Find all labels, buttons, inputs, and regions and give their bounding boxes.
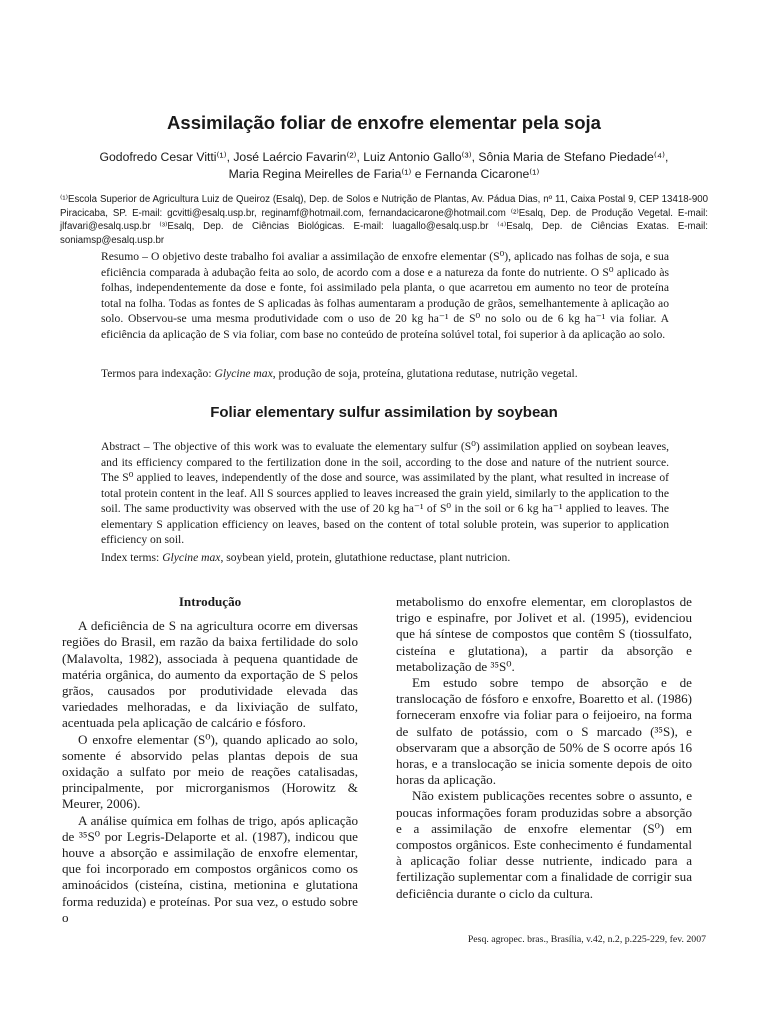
resumo-abstract: Resumo – O objetivo deste trabalho foi avaliar a assimilação de enxofre elementar (S⁰), aplicado nas folhas de soja, e sua eficiência comparada à adubação feita ao solo, de acordo com a dose e a natureza da fonte do nutriente. O S⁰ aplicado às folhas, independentemente da dose e fonte, foi assimilado pela planta, o que acarretou em aumento no teor de proteína total na folha. Todas as fontes de S aplicadas às folhas aumentaram a produção de grãos, semelhantemente à aplicação ao solo. Observou-se uma mesma produtividade com o uso de 20 kg ha⁻¹ de S⁰ no solo ou de 6 kg ha⁻¹ via foliar. A eficiência da aplicação de S via foliar, com base no conteúdo de proteína solúvel total, foi superior à da aplicação ao solo.: [101, 250, 669, 341]
index-rest: , soybean yield, protein, glutathione reductase, plant nutricion.: [220, 551, 511, 564]
termos-prefix: Termos para indexação:: [101, 367, 215, 380]
body-paragraph: Em estudo sobre tempo de absorção e de translocação de fósforo e enxofre, Boaretto et al. (1986) forneceram enxofre via foliar para o feijoeiro, na forma de sulfato de potássio, com o S marcado (³⁵S), e observaram que a absorção de 50% de S ocorre após 16 horas, e a translocação se inicia somente depois de oito horas da aplicação.: [396, 675, 692, 788]
affiliations: ⁽¹⁾Escola Superior de Agricultura Luiz de Queiroz (Esalq), Dep. de Solos e Nutrição de Plantas, Av. Pádua Dias, nº 11, Caixa Postal 9, CEP 13418-900 Piracicaba, SP. E-mail: gcvitti@esalq.usp.br, reginamf@hotmail.com, fernandacicarone@hotmail.com ⁽²⁾Esalq, Dep. de Produção Vegetal. E-mail: jlfavari@esalq.usp.br ⁽³⁾Esalq, Dep. de Ciências Biológicas. E-mail: luagallo@esalq.usp.br ⁽⁴⁾Esalq, Dep. de Ciências Exatas. E-mail: soniamsp@esalq.usp.br: [60, 194, 708, 246]
left-column: [62, 594, 358, 926]
index-prefix: Index terms:: [101, 551, 163, 564]
author-line-1: Godofredo Cesar Vitti⁽¹⁾, José Laércio Favarin⁽²⁾, Luiz Antonio Gallo⁽³⁾, Sônia Maria de Stefano Piedade⁽⁴⁾,: [99, 150, 669, 164]
body-paragraph: O enxofre elementar (S⁰), quando aplicado ao solo, somente é absorvido pelas plantas depois de sua oxidação a sulfato por meio de reações catalisadas, principalmente, por microrganismos (Horowitz & Meurer, 2006).: [62, 731, 358, 812]
body-paragraph: A deficiência de S na agricultura ocorre em diversas regiões do Brasil, em razão da baixa fertilidade do solo (Malavolta, 1982), associada à pequena quantidade de matéria orgânica, do aumento da exportação de S pelos grãos, causados por produtividade elevada das variedades melhoradas, e da lixiviação de sulfato, acentuada pela aplicação de calcário e fósforo.: [62, 618, 358, 731]
index-species: Glycine max: [162, 551, 221, 564]
body-paragraph: metabolismo do enxofre elementar, em cloroplastos de trigo e espinafre, por Jolivet et al. (1995), evidenciou que há síntese de compostos que contêm S (tiossulfato, cisteína e glutationa), a partir da absorção e metabolização de ³⁵S⁰.: [396, 594, 692, 674]
termos-species: Glycine max: [214, 367, 273, 380]
author-line-2: Maria Regina Meirelles de Faria⁽¹⁾ e Fernanda Cicarone⁽¹⁾: [228, 167, 540, 181]
body-paragraph: A análise química em folhas de trigo, após aplicação de ³⁵S⁰ por Legris-Delaporte et al. (1987), indicou que houve a absorção e assimilação de enxofre elementar, que foi incorporado em compostos orgânicos como os aminoácidos (cisteína, cistina, metionina e glutationa forma reduzida) e proteínas. Por sua vez, o estudo sobre o: [62, 812, 358, 925]
english-title: Foliar elementary sulfur assimilation by soybean: [210, 404, 558, 421]
body-paragraph: Não existem publicações recentes sobre o assunto, e poucas informações foram produzidas sobre a absorção e a assimilação de enxofre elementar (S⁰) em compostos orgânicos. Este conhecimento é fundamental à aplicação foliar desse nutriente, indicado para a fertilização suplementar com a finalidade de corrigir sua deficiência durante o ciclo da cultura.: [396, 788, 692, 901]
index-terms: [101, 550, 669, 566]
journal-citation-footer: Pesq. agropec. bras., Brasília, v.42, n.2, p.225-229, fev. 2007: [467, 934, 706, 945]
author-list: [60, 149, 708, 183]
page-title: Assimilação foliar de enxofre elementar pela soja: [167, 112, 601, 133]
termos-rest: , produção de soja, proteína, glutationa redutase, nutrição vegetal.: [272, 367, 578, 380]
section-heading-introducao: Introdução: [178, 594, 242, 609]
right-column: [396, 594, 692, 902]
english-abstract: Abstract – The objective of this work was to evaluate the elementary sulfur (S⁰) assimilation applied on soybean leaves, and its efficiency compared to the fertilization done in the soil, according to the dose and nature of the nutrient source. The S⁰ applied to leaves, independently of the dose and source, was assimilated by the plant, what resulted in increase of total protein content in the leaf. All S sources applied to leaves increased the grain yield, similarly to the application to the soil. The same productivity was observed with the use of 20 kg ha⁻¹ of S⁰ in the soil or 6 kg ha⁻¹ applied to leaves. The elementary S application efficiency on leaves, based on the content of total soluble protein, was superior to application efficiency on soil.: [101, 440, 669, 546]
termos-indexacao: [101, 366, 669, 382]
